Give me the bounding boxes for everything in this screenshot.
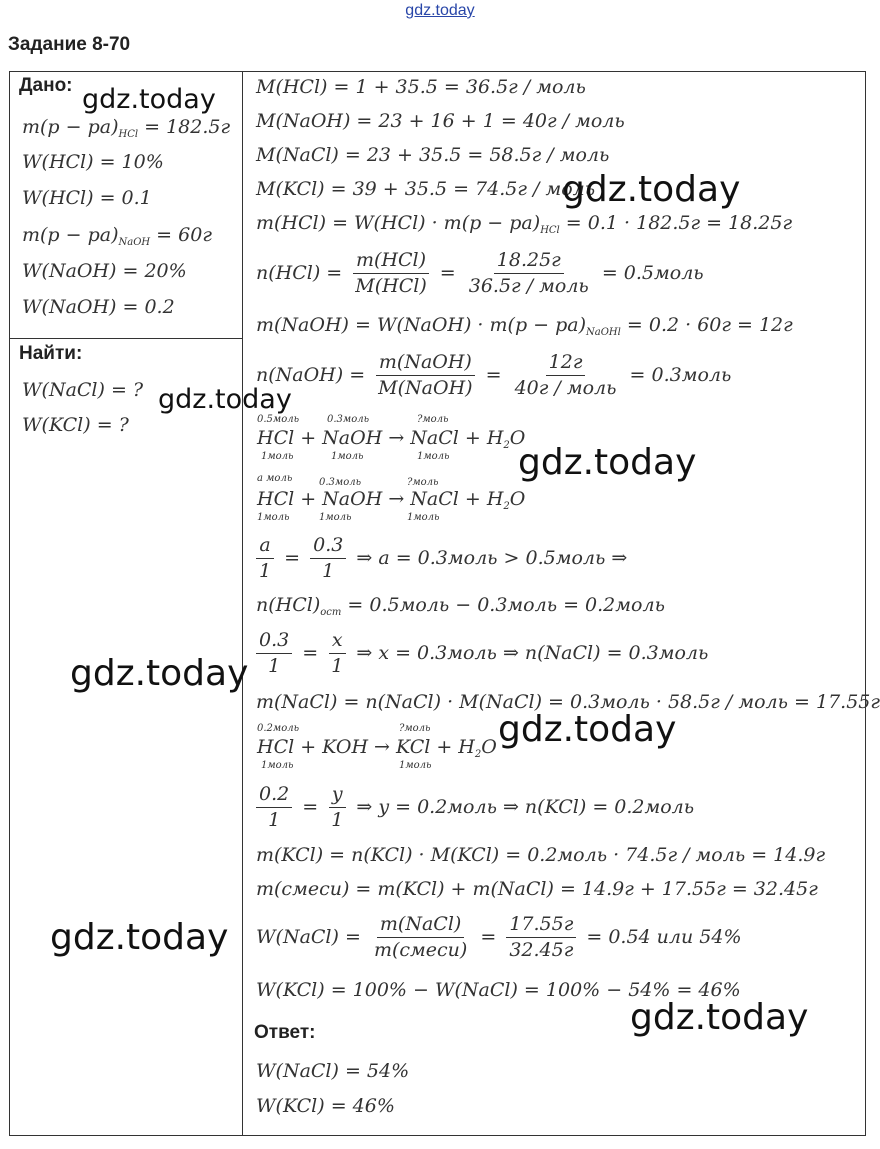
- watermark: gdz.today: [562, 169, 741, 210]
- solution-line: $n(HCl)_{ост}$ = 0.5моль − 0.3моль = 0.2моль: [256, 594, 665, 618]
- find-line: W(NaCl) = ?: [22, 379, 144, 401]
- solution-fraction-line: n(HCl) = $\frac{\text{m(HCl)}}{\text{M(HCl)}}$ = $\frac{18.25г}{\text{36.5г / моль}}$ = 0.5моль: [256, 249, 704, 297]
- solution-line: m(KCl) = n(KCl) · M(KCl) = 0.2моль · 74.5г / моль = 14.9г: [256, 844, 826, 866]
- site-link[interactable]: gdz.today: [405, 2, 475, 19]
- given-line: $m(р - ра)_{HCl} = 182.5г$: [22, 116, 231, 140]
- given-heading: Дано:: [19, 75, 73, 96]
- solution-fraction-line: n(NaOH) = $\frac{\text{m(NaOH)}}{\text{M(NaOH)}}$ = $\frac{12г}{\text{40г / моль}}$ = 0.3моль: [256, 351, 732, 399]
- solution-line: m(NaCl) = n(NaCl) · M(NaCl) = 0.3моль · 58.5г / моль = 17.55г: [256, 691, 880, 713]
- answer-heading: Ответ:: [254, 1022, 316, 1043]
- given-line: W(NaOH) = 0.2: [22, 296, 175, 318]
- given-line: W(HCl) = 0.1: [22, 187, 152, 209]
- solution-line: m(NaOH) = W(NaOH) · $m(р - ра)_{NaOHl} = 0.2 \cdot 60г = 12г$: [256, 314, 793, 338]
- find-heading: Найти:: [19, 343, 83, 364]
- solution-line: W(KCl) = 100% − W(NaCl) = 100% − 54% = 46%: [256, 979, 741, 1001]
- solution-line: M(NaCl) = 23 + 35.5 = 58.5г / моль: [256, 144, 610, 166]
- watermark: gdz.today: [630, 997, 809, 1038]
- given-line: W(HCl) = 10%: [22, 151, 164, 173]
- given-line: $m(р - ра)_{NaOH} = 60г$: [22, 224, 212, 248]
- solution-line: M(HCl) = 1 + 35.5 = 36.5г / моль: [256, 76, 586, 98]
- solution-line: M(NaOH) = 23 + 16 + 1 = 40г / моль: [256, 110, 625, 132]
- watermark: gdz.today: [50, 917, 229, 958]
- solution-fraction-line: $\frac{0.2}{1}$ = $\frac{y}{1}$ ⇒ y = 0.2моль ⇒ n(KCl) = 0.2моль: [256, 784, 694, 832]
- solution-fraction-line: $\frac{a}{1}$ = $\frac{0.3}{1}$ ⇒ a = 0.3моль > 0.5моль ⇒: [256, 535, 627, 583]
- solution-fraction-line: W(NaCl) = $\frac{\text{m(NaCl)}}{\text{m(смеси)}}$ = $\frac{17.55г}{32.45г}$ = 0.54 или 54%: [256, 913, 742, 961]
- find-line: W(KCl) = ?: [22, 414, 129, 436]
- solution-fraction-line: $\frac{0.3}{1}$ = $\frac{x}{1}$ ⇒ x = 0.3моль ⇒ n(NaCl) = 0.3моль: [256, 630, 708, 678]
- watermark: gdz.today: [82, 84, 216, 115]
- watermark: gdz.today: [498, 709, 677, 750]
- task-title: Задание 8-70: [8, 34, 131, 55]
- answer-line: W(NaCl) = 54%: [256, 1060, 410, 1082]
- given-find-divider: [9, 338, 242, 339]
- solution-line: M(KCl) = 39 + 35.5 = 74.5г / моль: [256, 178, 596, 200]
- watermark: gdz.today: [70, 653, 249, 694]
- answer-line: W(KCl) = 46%: [256, 1095, 395, 1117]
- watermark: gdz.today: [158, 384, 292, 415]
- watermark: gdz.today: [518, 442, 697, 483]
- solution-line: $m(HCl) = W(HCl) \cdot m(р - ра)_{HCl} = 0.1 \cdot 182.5г = 18.25г$: [256, 212, 793, 236]
- solution-line: m(смеси) = m(KCl) + m(NaCl) = 14.9г + 17.55г = 32.45г: [256, 878, 818, 900]
- given-line: W(NaOH) = 20%: [22, 260, 187, 282]
- column-divider: [242, 71, 243, 1136]
